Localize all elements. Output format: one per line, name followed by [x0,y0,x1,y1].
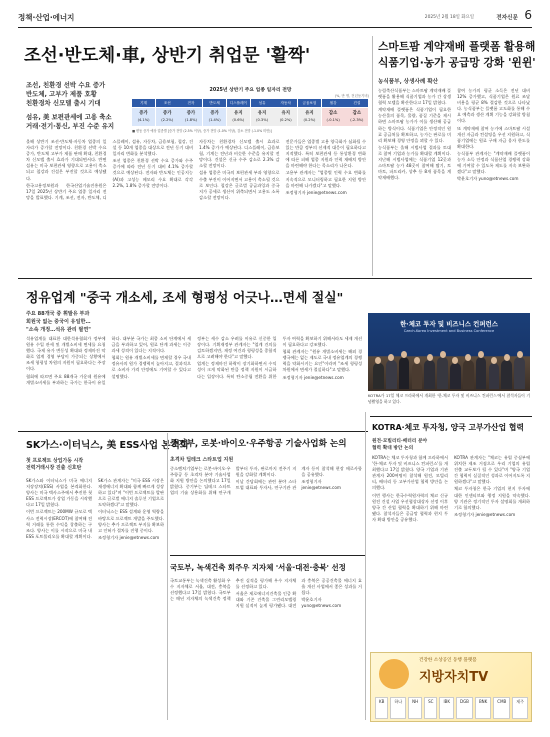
page-header [18,8,532,26]
table-header-cell: 조선 [156,99,179,107]
table-header-cell: 반도체 [203,99,226,107]
table-value-cell [298,108,321,126]
startup-headline: 중기부, 로봇·바이오·우주항공 기술사업화 논의 [170,439,347,449]
top-subhead-4: 섬유, 美 보편관세에 고용 축소 [26,112,112,121]
mid-subhead-3: "소속 개정…석유 관리 필연" [26,326,91,333]
people-row [372,353,526,389]
top-body [26,139,366,271]
mid-paragraph: 업계는 정제마진 하락이 장기화하면서 수익성이 크게 악화된 만큼 정책 지원이 시급하다는 입장이다. 특히 탄소중립 전환을 위한 투자 여력을 확보하기 위해서라도 세제 개선이 필요하다고 강조했다. [197,336,362,379]
table-header-cell: 디스플레이 [227,99,250,107]
green-building-paragraph: 박윤호기자 yuno@etnews.com [301,597,342,609]
person-figure [463,360,474,389]
table-percent: (4.1%) [137,117,150,122]
top-paragraph: 자동차는 친환경차 신모델 출시 효과로 1.4% 증가가 예상된다. 디스플레이, 금융보험, 기계는 전년과 비슷한 수준을 유지할 전망이다. 건설은 신규 수주 감소로 2.3% 감소할 전망이다. [199,139,280,169]
top-paragraph: 전문가들은 업종별 고용 양극화가 심화될 수 있는 만큼 정부의 선제적 대응이 필요하다고 지적했다. 특히 보편관세 등 통상환경 변화에 따른 피해 업종 지원과 인력 재배치 방안을 마련해야 한다는 목소리가 나온다. [285,139,366,169]
startup-paragraph: 이날 간담회에는 관련 분야 스타트업 대표와 투자사, 연구기관 관계자 등이 참석해 현장 애로사항을 공유했다. [235,466,362,491]
ad-logo: IBK [439,697,454,719]
column-divider-top [372,36,373,276]
kotra-paragraph: 조정형기자 jenie@etnews.com [454,511,516,517]
right-paragraph: 계약재배 플랫폼은 식품기업이 필요한 농산물의 품목, 물량, 품질 기준을 제시하면 스마트팜 농가가 이를 생산해 공급하는 방식이다. 식품기업은 안정적인 원료 공급처를 확보하고, 농가는 판로를 미리 확보해 경영 안정을 꾀할 수 있다. [378,107,451,143]
paper-name: 전자신문 [496,15,518,21]
kotra-paragraph: KOTRA는 체코 투자청과 함께 프라하에서 '한-체코 투자 및 비즈니스 컨퍼런스'를 개최했다고 17일 밝혔다. 양국 기업과 기관 관계자 200여명이 참석해 원전, 모빌리티, 배터리 등 고부가산업 협력 방안을 논의했다. [372,455,448,491]
kotra-subheads [372,438,452,452]
section-rule-3 [370,416,532,417]
right-paragraph: 농림축산식품부는 스마트팜 계약재배 플랫폼을 활용해 식품기업과 농가 간 상생 협력 모델을 확산한다고 17일 밝혔다. [378,88,451,106]
top-paragraph: 조정형기자 jenie@etnews.com [285,189,347,195]
table-percent: (0.6%) [232,117,245,122]
ad-logo-strip [375,697,529,719]
photo-caption: KOTRA가 17일 체코 프라하에서 개최한 '한-체코 투자 및 비즈니스 컨퍼런스'에서 참석자들이 기념촬영을 하고 있다. [368,393,530,404]
table-note: ■ 변동 증가 예상 업종별 [증가 전망 (2.5% 이상), 증가 전망 (1.0% 이상), 감소 전망 (-1.0% 미만)] [132,129,272,133]
column-divider-bottom [365,412,366,720]
person-figure [514,357,525,389]
table-value-cell [345,108,368,126]
table-header-cell: 금융보험 [298,99,321,107]
right-paragraph: 농식품부는 올해 시범사업 결과를 토대로 참여 기업과 농가를 확대할 계획이다. 지난해 시범사업에는 식품기업 12곳과 스마트팜 농가 48곳이 참여해 딸기, 토마토, 파프리카, 상추 등 8개 품목을 계약재배했다. [378,144,451,181]
person-figure [412,363,423,389]
sk-paragraph: SK가스와 이터닉스가 미국 에너지저장장치(ESS) 사업을 본격화한다. 양사는 미국 텍사스주에서 추진한 첫 ESS 프로젝트가 상업 가동을 시작했다고 17일 밝혔다. [26,478,93,508]
mid-subhead-2: 회원국 없는 중국이 유일한… [26,318,91,325]
table-value-cell [274,108,297,126]
section-name: 정책·산업·에너지 [18,13,75,22]
kotra-paragraph: 이번 행사는 한국수력원자력의 체코 신규 원전 건설 사업 우선협상대상자 선정 이후 양국 간 산업 협력을 확대하기 위해 마련됐다. 참석자들은 공급망 협력과 현지 투자 확대 방안을 공유했다. [372,492,448,522]
table-header-cell: 건설 [345,99,368,107]
kotra-subhead-2: 협력 확대 방안 논의 [372,446,414,451]
green-building-paragraph: 국토교통부는 녹색건축 활성화 우수 지자체로 서울, 대전, 충북을 선정했다고 17일 밝혔다. 국토부는 매년 지자체의 녹색건축 정책 추진 실적을 평가해 우수 지자체를 선정하고 있다. [170,578,297,602]
ad-logo: DGB [456,697,473,719]
sk-paragraph: SK가스 관계자는 "미국 ESS 시장은 재생에너지 확대와 함께 빠르게 성장하고 있다"며 "이번 프로젝트를 발판으로 글로벌 에너지 솔루션 기업으로 도약하겠다"고 말했다. [98,478,164,508]
table-value-cell [251,108,274,126]
table-percent: (1.8%) [184,117,197,122]
table-unit: (%, 만 명, 전년동기비) [334,94,369,98]
table-value-cell [132,108,155,126]
mid-paragraph: 석유업계를 대표한 대한석유협회가 정부에 원유 수입 관세 및 개별소비세 면세를 요청했다. 국제 유가 변동성 확대와 정제마진 악화로 업계 경영 부담이 가중되는 상황에서 조세 형평성 차원의 지원이 필요하다는 주장이다. [26,336,106,372]
table-value-cell [156,108,179,126]
sk-headline: SK가스·이터닉스, 美 ESS사업 본격화 [26,440,190,451]
person-figure [386,360,397,389]
person-figure [437,357,448,389]
person-figure [501,360,512,389]
table-header-cell: 섬유 [251,99,274,107]
green-building-body [170,578,362,718]
person-head [388,354,394,361]
table-value-cell [227,108,250,126]
table-value-cell [179,108,202,126]
person-figure [373,363,384,389]
table-percent: (0.3%) [256,117,269,122]
kotra-headline: KOTRA·체코 투자청, 양국 고부가산업 협력 [372,423,524,432]
sk-paragraph: 이번 프로젝트는 200MW 규모로 텍사스 전력시장(ERCOT)에 참여해 전력 거래를 통한 수익을 창출하는 구조다. 양사는 이를 시작으로 미국 내 ESS 포트폴리오를 확대할 계획이다. [26,509,92,539]
table-percent: (0.2%) [279,117,292,122]
sk-subheads [26,458,102,473]
mid-paragraph: 정부는 세수 감소 우려를 이유로 신중한 입장이다. 기획재정부 관계자는 "업계 건의를 검토하겠지만, 재정 여건과 형평성을 종합적으로 고려해야 한다"고 말했다. [197,336,277,360]
person-head [504,354,510,361]
page-number: 6 [524,8,532,22]
table-trend: 증가 [186,110,196,116]
person-head [427,354,433,361]
table-percent: (0.2%) [303,117,316,122]
table-header-cell: 기계 [132,99,155,107]
person-head [478,351,484,358]
top-subhead-3: 친환경차 신모델 출시 기대 [26,99,101,108]
kotra-subhead-1: 원전·모빌리티·배터리 분야 [372,439,428,444]
table-value-cell [322,108,345,126]
header-rule [18,27,532,28]
kotra-body [372,455,530,650]
issue-date: 2025년 2월 18일 화요일 [424,15,474,20]
mid-paragraph: 협회 관계자는 "원유 개별소비세는 해외 경쟁국에는 없는 제도로 국내 정유업계의 경쟁력을 약화시키는 요인"이라며 "조세 형평성 차원에서 면세가 절실하다"고 말했다. [282,349,362,373]
table-trend: 유지 [281,110,290,116]
mid-paragraph: 조정형기자 jenie@etnews.com [282,374,344,380]
mid-headline: 정유업계 "중국 개소세, 조세 형평성 어긋나…면세 절실" [26,291,344,306]
mid-subhead-1: 주요 88개국 중 휘발유 부과 [26,311,90,317]
person-figure [476,357,487,389]
person-head [465,354,471,361]
mid-subheads [26,311,108,334]
table-percent: (1.4%) [208,117,221,122]
section-rule-4 [170,555,365,556]
mid-body [26,336,362,429]
ad-logo: SC [424,697,437,719]
ad-logo: CMB [493,697,510,719]
table-trend: 유지 [234,110,243,116]
person-figure [489,363,500,389]
startup-subhead: 초격차 딥테크 스타트업 지원 [170,457,234,463]
section-rule-1 [18,278,532,279]
top-subheads [26,81,131,131]
ad-logo: BNK [475,697,491,719]
table-header-cell: 자동차 [274,99,297,107]
ad-logo: 하나 [390,697,406,719]
table-percent: (-0.1%) [326,117,340,122]
table-title: 2025년 상반기 주요 업종 일자리 전망 [209,88,292,93]
table-trend: 증가 [210,110,219,116]
mid-paragraph: 협회에 따르면 주요 88개국 가운데 원유에 개별소비세를 부과하는 국가는 한국이 유일하다. 대부분 국가는 최종 소비 단계에서 세금을 부과하고 있어, 원료 단계 과세는 이중 과세 성격이 있다는 지적이다. [26,336,191,385]
person-head [375,357,381,364]
person-head [491,357,497,364]
section-rule-2 [18,431,368,432]
top-paragraph: 고용부 관계자는 "업종별 인력 수요 변화를 지속적으로 모니터링하고 필요한 지원 방안을 마련해 나가겠다"고 말했다. [285,170,366,188]
top-subhead-5: 거래·전기·통신, 부진 수준 유지 [26,121,115,130]
right-headline-1: 스마트팜 계약재배 플랫폼 활용해 [378,40,536,53]
green-building-paragraph: 서울은 제로에너지건축물 인증 확대와 기존 건축물 그린리모델링 지원 실적이 높게 평가됐다. 대전과 충북은 공공건축물 에너지 효율 개선 사업에서 좋은 성과를 거뒀다. [235,578,362,609]
startup-body [170,466,362,552]
right-paragraph: 또 계약재배 참여 농가에 스마트팜 시설 개선 자금과 컨설팅을 우선 지원하고, 식품기업에는 원료 구매 자금 융자 한도를 확대한다. [457,125,530,149]
person-head [401,351,407,358]
table-trend: 유지 [305,110,314,116]
table-header-cell: 전자 [179,99,202,107]
green-building-headline: 국토부, 녹색건축 회주우 지자체 '서울·대전·충북' 선정 [170,563,346,572]
sk-subhead-2: 전력거래시장 진출 신호탄 [26,465,82,472]
table-trend: 유지 [257,110,267,116]
top-subhead-2: 반도체, 고부가 제품 호황 [26,90,97,99]
ad-banner[interactable] [370,652,532,722]
right-body [378,88,530,274]
column-divider-sk [167,433,168,720]
job-outlook-table [132,86,369,136]
ad-figure-icon [379,659,409,689]
table-percent: (-2.3%) [350,117,364,122]
table-trend: 증가 [162,110,172,116]
right-subhead: 농식품부, 상생사례 확산 [378,79,439,85]
person-head [414,357,420,364]
ad-tagline: 건강한 소상공인 동행 플랫폼 [419,658,477,663]
right-paragraph: 박윤호기자 yuno@etnews.com [457,176,519,182]
kotra-paragraph: KOTRA 관계자는 "체코는 유럽 중심부에 위치한 제조 거점으로 우리 기업의 유럽 진출 교두보가 될 수 있다"며 "양국 기업 간 협력이 실질적인 성과로 이어지도록 지원하겠다"고 말했다. [454,455,530,485]
person-figure [424,360,435,389]
table-grid [132,99,369,126]
banner-title: 한·체코 투자 및 비즈니스 컨퍼런스 [400,320,498,328]
top-subhead-1: 조선, 친환경 선박 수요 증가 [26,81,106,89]
ad-title: 지방자치TV [419,670,489,685]
startup-paragraph: 중소벤처기업부는 로봇·바이오·우주항공 등 초격차 분야 기술사업화 지원 방안을 논의했다고 17일 밝혔다. 중기부는 딥테크 스타트업의 기술 상용화를 위해 연구개발부터 투자, 판로까지 전주기 지원을 강화할 계획이다. [170,466,297,496]
conference-photo [368,313,530,391]
person-head [452,357,458,364]
banner-subtitle: Czech-Korea Investment and Business Conference [403,329,495,333]
sk-paragraph: 이터닉스는 ESS 설계와 운영 역량을 바탕으로 프로젝트 개발을 주도했다. 양사는 추가 프로젝트 부지를 확보하고 인허가 절차를 진행 중이다. [98,509,164,533]
sk-subhead-1: 첫 프로젝트 상업가동 시작 [26,458,84,464]
table-trend: 증가 [139,110,148,116]
top-headline: 조선·반도체·車, 상반기 취업문 '활짝' [24,46,311,66]
person-figure [399,357,410,389]
person-head [440,351,446,358]
person-figure [450,363,461,389]
sk-paragraph: 조정형기자 jenie@etnews.com [98,534,160,540]
ad-logo: NH [408,697,422,719]
top-paragraph: 섬유 업종은 미국의 보편관세 부과 영향으로 수출 부진이 이어지면서 고용이 축소될 것으로 보인다. 철강은 글로벌 공급과잉과 중국 저가 공세로 생산이 위축되면서 고용도 소폭 감소할 전망이다. [199,170,280,200]
table-percent: (2.2%) [161,117,174,122]
ad-logo: 제주 [512,697,528,719]
right-headline-2: 식품기업·농가 공급망 강화 '윈윈' [378,56,536,69]
right-paragraph: 농식품부 관계자는 "계약재배 플랫폼이 농가 소득 안정과 식품산업 경쟁력 강화에 기여할 수 있도록 제도를 지속 보완하겠다"고 말했다. [457,150,530,175]
right-paragraph: 참여 농가의 평균 소득은 전년 대비 12% 증가했고, 식품기업은 원료 조달 비용을 평균 8% 절감한 것으로 나타났다. 농식품부는 플랫폼 고도화를 통해 수요 예측과 생산 계획 기능을 강화할 방침이다. [457,88,530,124]
kotra-paragraph: 체코 투자청은 한국 기업의 현지 투자에 대한 인센티브와 행정 지원을 약속했다. 양 기관은 정기적인 투자 설명회를 개최하기로 합의했다. [454,486,530,510]
person-head [517,351,523,358]
top-paragraph: 한국고용정보원과 한국산업기술진흥원은 17일 2025년 상반기 주요 업종 일자리 전망을 발표했다. 기계, 조선, 전자, 반도체, 디스플레이, 섬유, 자동차, 금융보험, 철강, 건설 등 10개 업종을 대상으로 전년 동기 대비 일자리 변화를 분석했다. [26,139,193,200]
table-trend: 감소 [328,110,338,116]
ad-logo: KB [375,697,388,719]
table-header-cell: 철강 [322,99,345,107]
mid-paragraph: 협회는 원유 개별소비세를 면제할 경우 국내 정유사의 원가 경쟁력이 높아지고, 결과적으로 소비자 가격 안정에도 기여할 수 있다고 설명했다. [111,355,191,379]
table-trend: 감소 [352,110,362,116]
top-paragraph: 조선 업종은 친환경 선박 수요 증가와 수주 증가에 따라 전년 동기 대비 4.1% 증가할 것으로 예상된다. 전자와 반도체는 인공지능(AI)과 고성능 메모리 수요 확대로 각각 2.2%, 1.8% 증가할 전망이다. [112,158,193,188]
table-value-cell [203,108,226,126]
startup-paragraph: 조정형기자 jenie@etnews.com [301,479,341,491]
sk-body [26,478,164,718]
top-paragraph: 올해 상반기 조선·반도체·자동차 업종의 일자리가 증가할 전망이다. 친환경 선박 수요 증가, 반도체 고부가 제품 판매 확대, 친환경차 신모델 출시 효과가 기대되면서다. 반면 섬유는 미국 보편관세 영향으로 고용이 축소되고 철강과 건설은 부진할 것으로 예상됐다. [26,139,107,181]
